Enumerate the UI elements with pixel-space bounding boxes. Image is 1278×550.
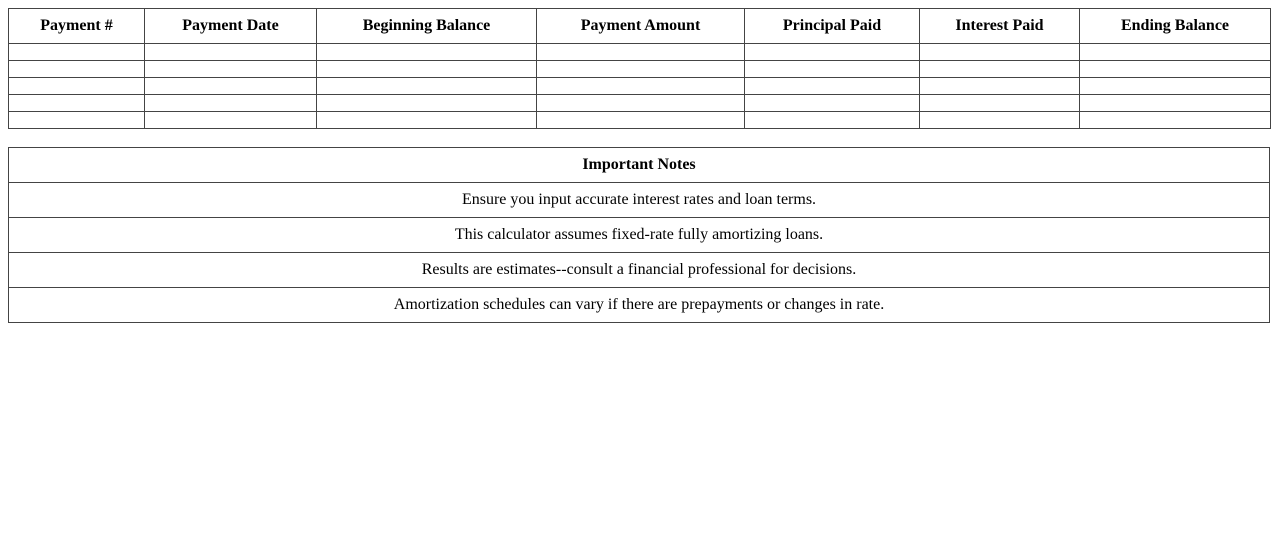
table-cell [920, 112, 1080, 129]
table-cell [317, 78, 537, 95]
table-cell [1080, 95, 1271, 112]
table-cell [745, 61, 920, 78]
column-header-payment-amount: Payment Amount [537, 9, 745, 44]
table-row [9, 61, 1271, 78]
column-header-interest-paid: Interest Paid [920, 9, 1080, 44]
column-header-payment-date: Payment Date [145, 9, 317, 44]
note-row [9, 218, 1270, 253]
important-notes-table [8, 147, 1270, 323]
table-cell [920, 78, 1080, 95]
table-cell [317, 112, 537, 129]
table-row [9, 78, 1271, 95]
column-header-principal-paid: Principal Paid [745, 9, 920, 44]
table-cell [745, 44, 920, 61]
table-cell [145, 112, 317, 129]
column-header-ending-balance: Ending Balance [1080, 9, 1271, 44]
table-cell [317, 44, 537, 61]
table-cell [145, 44, 317, 61]
table-cell [745, 95, 920, 112]
table-cell [920, 44, 1080, 61]
table-cell [9, 95, 145, 112]
table-cell [9, 61, 145, 78]
notes-title: Important Notes [9, 148, 1270, 183]
table-cell [537, 44, 745, 61]
note-row [9, 253, 1270, 288]
table-cell [9, 112, 145, 129]
note-row [9, 183, 1270, 218]
table-cell [317, 95, 537, 112]
table-cell [1080, 112, 1271, 129]
table-cell [745, 112, 920, 129]
table-cell [1080, 78, 1271, 95]
note-text: This calculator assumes fixed-rate fully amortizing loans. [9, 218, 1270, 253]
table-row [9, 112, 1271, 129]
table-cell [145, 61, 317, 78]
table-cell [317, 61, 537, 78]
notes-header-row [9, 148, 1270, 183]
table-cell [145, 78, 317, 95]
table-cell [537, 78, 745, 95]
note-text: Amortization schedules can vary if there are prepayments or changes in rate. [9, 288, 1270, 323]
column-header-beginning-balance: Beginning Balance [317, 9, 537, 44]
table-cell [1080, 44, 1271, 61]
table-cell [1080, 61, 1271, 78]
table-cell [9, 78, 145, 95]
table-cell [920, 61, 1080, 78]
note-text: Results are estimates--consult a financial professional for decisions. [9, 253, 1270, 288]
table-cell [9, 44, 145, 61]
table-cell [537, 112, 745, 129]
note-text: Ensure you input accurate interest rates and loan terms. [9, 183, 1270, 218]
table-header-row [9, 9, 1271, 44]
table-cell [537, 95, 745, 112]
table-row [9, 95, 1271, 112]
amortization-schedule-table [8, 8, 1271, 129]
column-header-payment-number: Payment # [9, 9, 145, 44]
table-cell [537, 61, 745, 78]
table-cell [145, 95, 317, 112]
table-cell [920, 95, 1080, 112]
note-row [9, 288, 1270, 323]
table-cell [745, 78, 920, 95]
table-row [9, 44, 1271, 61]
